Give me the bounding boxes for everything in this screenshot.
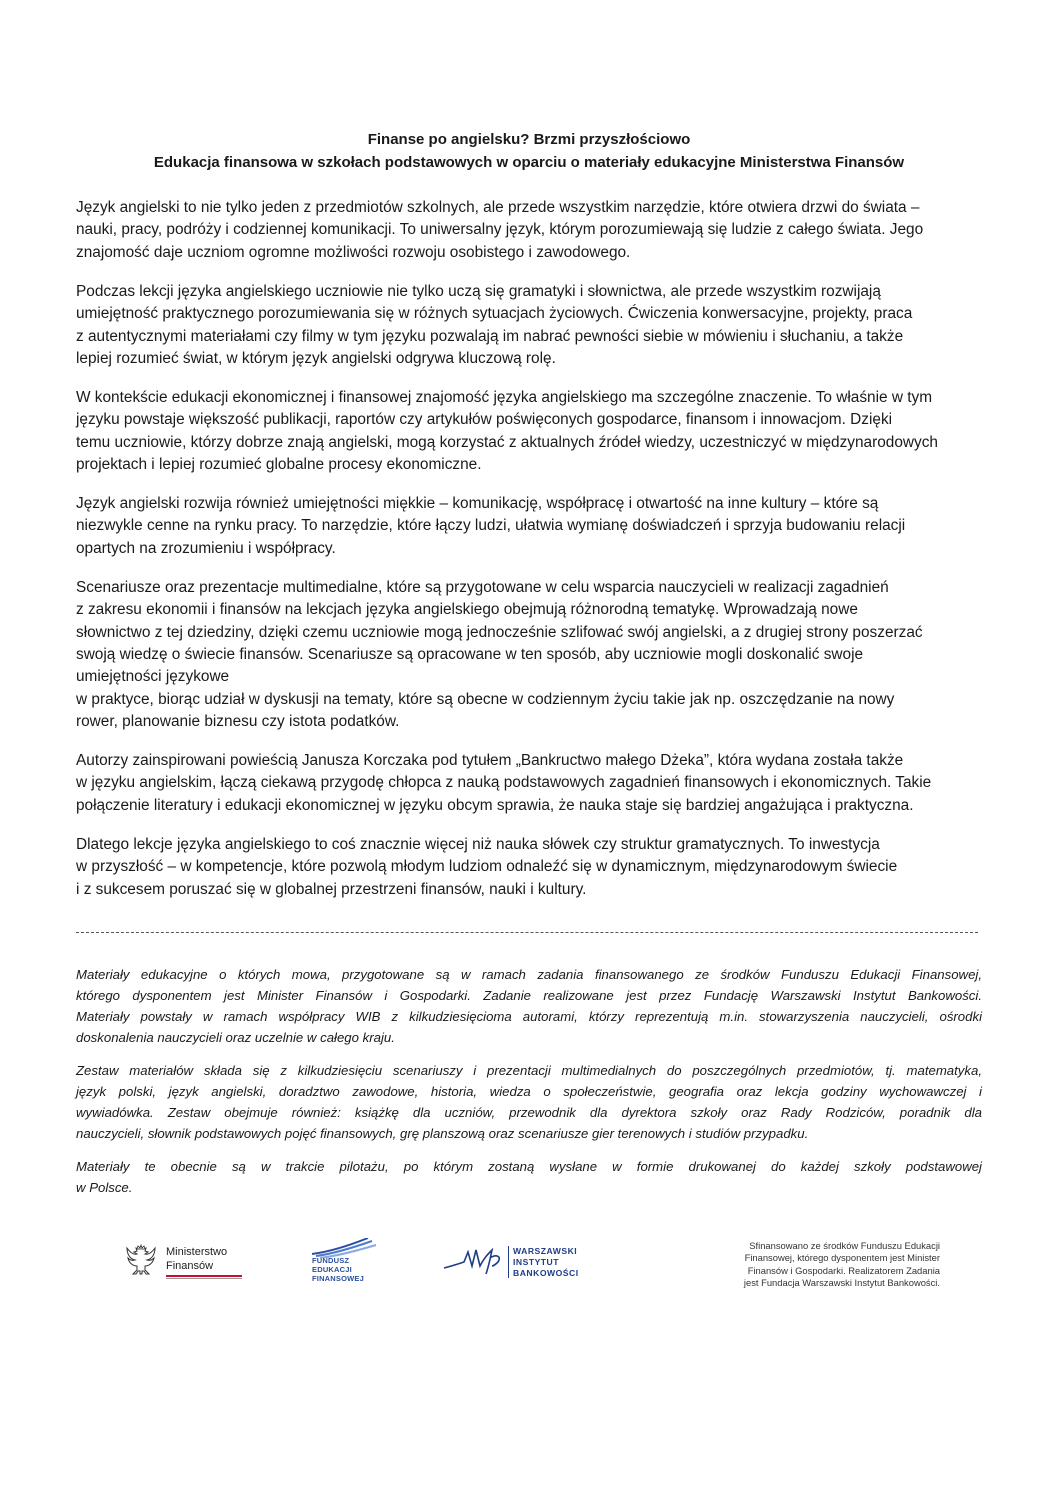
ministry-of-finance-logo	[122, 1242, 252, 1292]
funding-note-line: Finansów i Gospodarki. Realizatorem Zadania	[747, 1264, 940, 1276]
note-line: język polski, język angielski, doradztwo zawodowe, historia, wiedza o społeczeństwie, geografia oraz lekcja godziny wychowawczej i	[76, 1084, 982, 1099]
body-line: połączenie literatury i edukacji ekonomicznej w języku obcym sprawia, że nauka staje się bardziej angażująca i praktyczna.	[76, 796, 914, 814]
note-paragraph	[76, 1060, 982, 1144]
body-line: w praktyce, biorąc udział w dyskusji na tematy, które są obecne w codziennym życiu takie jak np. oszczędzanie na nowy	[76, 690, 895, 708]
wib-logo-line-2: INSTYTUT	[513, 1257, 560, 1267]
fef-logo	[308, 1238, 378, 1290]
body-line: w języku angielskim, łączą ciekawą przygodę chłopca z nauką podstawowych zagadnień finansowych i ekonomicznych. Takie	[76, 774, 932, 792]
body-paragraph	[76, 577, 982, 734]
funding-note-line: Sfinansowano ze środków Funduszu Edukacji	[749, 1240, 940, 1251]
body-line: swoją wiedzę o świecie finansów. Scenariusze są opracowane w ten sposób, aby uczniowie mogli doskonalić swoje	[76, 645, 864, 663]
body-line: opartych na zrozumieniu i współpracy.	[76, 539, 336, 557]
body-paragraph	[76, 281, 982, 371]
fef-logo-line-2: EDUKACJI	[312, 1265, 352, 1274]
body-line: rower, planowanie biznesu czy istota podatków.	[76, 713, 400, 731]
body-line: nauki, pracy, podróży i codziennej komunikacji. To uniwersalny język, którym porozumiewają się ludzie z całego świata. Jego	[76, 221, 924, 239]
footnotes	[76, 964, 982, 1210]
body-line: w przyszłość – w kompetencje, które pozwolą młodym ludziom odnaleźć się w dynamicznym, międzynarodowym świecie	[76, 858, 898, 876]
body-line: Dlatego lekcje języka angielskiego to coś znacznie więcej niż nauka słówek czy struktur gramatycznych. To inwestycja	[76, 835, 880, 853]
note-line: którego dysponentem jest Minister Finansów i Gospodarki. Zadanie realizowane jest przez Fundację Warszawski Instytut Bankowości.	[76, 988, 982, 1003]
title-line-2: Edukacja finansowa w szkołach podstawowych w oparciu o materiały edukacyjne Ministerstwa Finansów	[153, 154, 905, 171]
document-title	[76, 128, 982, 174]
wib-logo	[442, 1244, 592, 1284]
funding-note	[690, 1240, 940, 1290]
body-paragraph	[76, 197, 982, 264]
body-line: temu uczniowie, którzy dobrze znają angielski, mogą korzystać z aktualnych źródeł wiedzy, uczestniczyć w międzynarodowych	[76, 433, 938, 451]
title-line-1: Finanse po angielsku? Brzmi przyszłościowo	[367, 131, 691, 148]
body-line: W kontekście edukacji ekonomicznej i finansowej znajomość języka angielskiego ma szczególne znaczenie. To właśnie w tym	[76, 388, 933, 406]
note-line: doskonalenia nauczycieli oraz uczelnie w całego kraju.	[76, 1030, 395, 1045]
body-line: i z sukcesem poruszać się w globalnej przestrzeni finansów, nauki i kultury.	[76, 880, 587, 898]
mf-grey-bar	[166, 1278, 242, 1279]
body-line: umiejętność praktycznego porozumiewania się w różnych sytuacjach życiowych. Ćwiczenia konwersacyjne, projekty, praca	[76, 305, 913, 323]
mf-logo-line-1: Ministerstwo	[166, 1246, 228, 1258]
body-line: słownictwo z tej dziedziny, dzięki czemu uczniowie mogą jednocześnie szlifować swój angielski, a z drugiej strony poszerzać	[76, 623, 923, 641]
white-eagle-icon	[122, 1242, 160, 1284]
dashed-separator	[76, 932, 978, 933]
body-paragraph	[76, 750, 982, 817]
body-line: niezwykle cenne na rynku pracy. To narzędzie, które łączy ludzi, ułatwia wymianę doświadczeń i sprzyja budowaniu relacji	[76, 517, 906, 535]
body-paragraph	[76, 834, 982, 901]
mf-red-bar	[166, 1275, 242, 1277]
fef-logo-line-3: FINANSOWEJ	[312, 1274, 365, 1283]
body-line: z autentycznymi materiałami czy filmy w tym języku pozwalają im nabrać pewności siebie w mówieniu i słuchaniu, a także	[76, 327, 904, 345]
body-paragraph	[76, 493, 982, 560]
wib-signature-icon	[442, 1244, 506, 1280]
note-line: wywiadówka. Zestaw obejmuje również: książkę dla uczniów, przewodnik dla dyrektora szkoły oraz Rady Rodziców, poradnik dla	[76, 1105, 982, 1120]
mf-logo-text	[166, 1245, 227, 1273]
body-line: języku powstaje większość publikacji, raportów czy artykułów poświęconych gospodarce, finansom i innowacjom. Dzięki	[76, 411, 893, 429]
wib-divider	[508, 1246, 509, 1278]
wib-logo-line-1: WARSZAWSKI	[513, 1246, 578, 1256]
note-paragraph	[76, 1156, 982, 1198]
wib-logo-line-3: BANKOWOŚCI	[513, 1268, 579, 1278]
article-body	[76, 197, 982, 917]
funding-note-line: Finansowej, którego dysponentem jest Minister	[744, 1252, 940, 1264]
body-line: Język angielski to nie tylko jeden z przedmiotów szkolnych, ale przede wszystkim narzędzie, które otwiera drzwi do świata –	[76, 199, 920, 216]
note-line: w Polsce.	[76, 1180, 133, 1195]
funding-note-line: jest Fundacja Warszawski Instytut Bankowości.	[743, 1277, 940, 1289]
body-line: umiejętności językowe	[76, 668, 230, 686]
body-line: lepiej rozumieć świat, w którym język angielski odgrywa kluczową rolę.	[76, 349, 556, 367]
fef-wave-icon	[308, 1238, 378, 1258]
body-line: Scenariusze oraz prezentacje multimedialne, które są przygotowane w celu wsparcia nauczycieli w realizacji zagadnień	[76, 578, 889, 596]
fef-logo-text	[312, 1256, 364, 1283]
mf-logo-line-2: Finansów	[166, 1260, 214, 1272]
body-line: Język angielski rozwija również umiejętności miękkie – komunikację, współpracę i otwartość na inne kultury – które są	[76, 494, 879, 512]
body-line: z zakresu ekonomii i finansów na lekcjach języka angielskiego obejmują różnorodną tematykę. Wprowadzają nowe	[76, 601, 858, 619]
body-line: projektach i lepiej rozumieć globalne procesy ekonomiczne.	[76, 456, 482, 474]
fef-logo-line-1: FUNDUSZ	[312, 1256, 350, 1265]
body-paragraph	[76, 387, 982, 477]
body-line: Autorzy zainspirowani powieścią Janusza Korczaka pod tytułem „Bankructwo małego Dżeka”, która wydana została także	[76, 752, 904, 770]
wib-logo-text	[513, 1246, 579, 1279]
body-line: Podczas lekcji języka angielskiego uczniowie nie tylko uczą się gramatyki i słownictwa, ale przede wszystkim rozwijają	[76, 282, 881, 300]
note-paragraph	[76, 964, 982, 1048]
note-line: Materiały edukacyjne o których mowa, przygotowane są w ramach zadania finansowanego ze środków Funduszu Edukacji Finansowej,	[76, 967, 982, 982]
note-line: Materiały te obecnie są w trakcie pilotażu, po którym zostaną wysłane w formie drukowanej do każdej szkoły podstawowej	[76, 1159, 982, 1174]
body-line: znajomość daje uczniom ogromne możliwości rozwoju osobistego i zawodowego.	[76, 243, 631, 261]
note-line: nauczycieli, słownik podstawowych pojęć finansowych, grę planszową oraz scenariusze gier terenowych i studiów przypadku.	[76, 1126, 809, 1141]
note-line: Materiały powstały w ramach współpracy WIB z kilkudziesięcioma autorami, którzy reprezentują m.in. stowarzyszenia nauczycieli, ośrodki	[76, 1009, 982, 1024]
note-line: Zestaw materiałów składa się z kilkudziesięciu scenariuszy i prezentacji multimedialnych do poszczególnych przedmiotów, tj. matematyka,	[76, 1063, 982, 1078]
